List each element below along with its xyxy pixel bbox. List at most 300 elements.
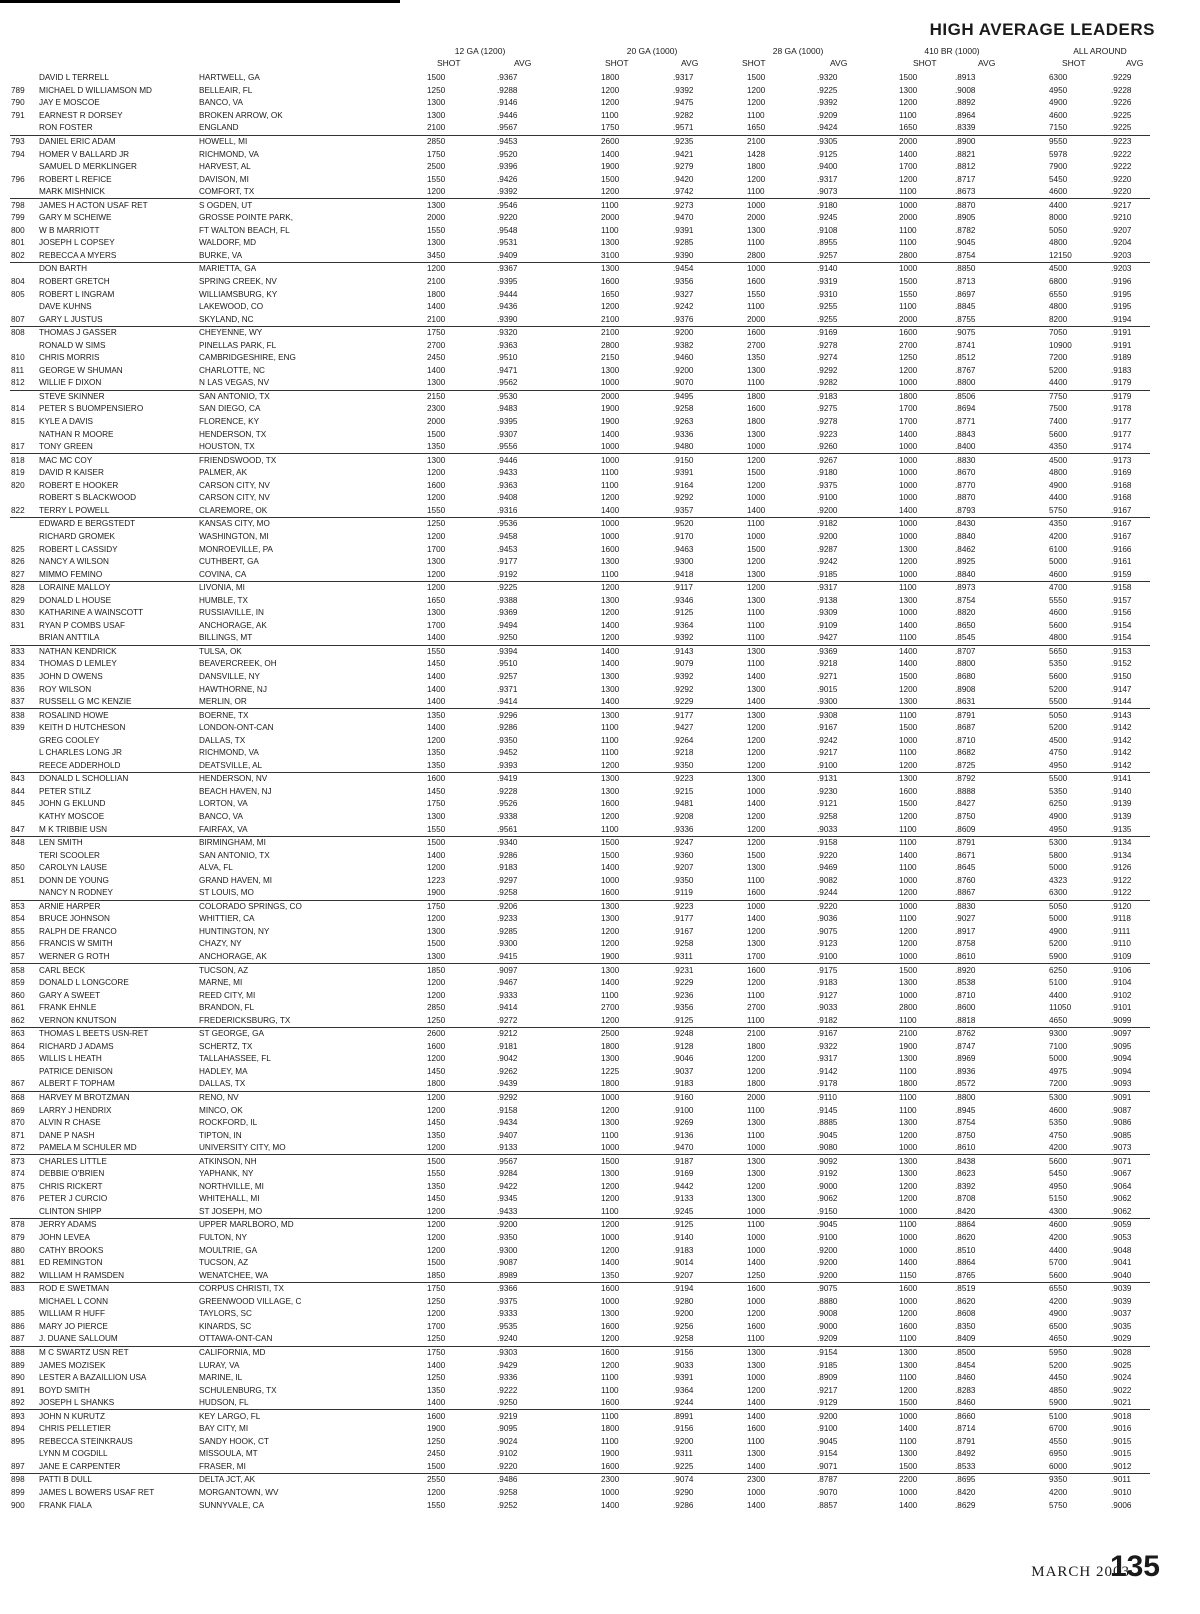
cell-all-avg: .9094 bbox=[1111, 1066, 1132, 1076]
cell-20ga-shot: 1300 bbox=[601, 365, 620, 375]
cell-20ga-avg: .9264 bbox=[673, 735, 694, 745]
cell-28ga-shot: 2000 bbox=[746, 1091, 816, 1104]
cell-12ga-avg: .9183 bbox=[497, 863, 518, 873]
cell-name: EDWARD E BERGSTEDT bbox=[38, 518, 198, 531]
cell-city: BIRMINGHAM, MI bbox=[198, 836, 426, 849]
cell-20ga-avg: .9391 bbox=[673, 1373, 694, 1383]
cell-28ga-avg: .9045 bbox=[817, 1436, 838, 1446]
cell-all-shot: 6100 bbox=[1049, 544, 1068, 554]
cell-city: HARVEST, AL bbox=[199, 162, 251, 172]
cell-all-shot: 4200 bbox=[1049, 531, 1068, 541]
cell-12ga-avg: .9258 bbox=[497, 888, 518, 898]
cell-410-avg: .8687 bbox=[955, 723, 976, 733]
cell-410-avg: .8673 bbox=[955, 187, 976, 197]
cell-28ga-avg: .9287 bbox=[817, 544, 838, 554]
cell-12ga-shot: 1300 bbox=[427, 811, 446, 821]
table-row bbox=[10, 849, 1150, 862]
cell-city: LORTON, VA bbox=[199, 799, 248, 809]
cell-city: MARIETTA, GA bbox=[198, 263, 426, 276]
cell-28ga-shot: 1100 bbox=[746, 518, 816, 531]
cell-28ga-shot: 1800 bbox=[747, 1079, 766, 1089]
cell-28ga-avg: .9123 bbox=[817, 939, 838, 949]
cell-410-avg: .8762 bbox=[954, 1028, 1048, 1041]
cell-name: MARK MISHNICK bbox=[39, 187, 105, 197]
cell-28ga-shot: 1200 bbox=[747, 1066, 766, 1076]
cell-rank: 804 bbox=[11, 277, 25, 287]
cell-410-avg: .8905 bbox=[955, 213, 976, 223]
cell-12ga-shot: 1200 bbox=[427, 1054, 446, 1064]
cell-20ga-shot: 1500 bbox=[600, 1155, 672, 1168]
cell-28ga-shot: 1300 bbox=[747, 569, 766, 579]
table-row bbox=[10, 1308, 1150, 1321]
cell-28ga-avg: .9158 bbox=[816, 836, 898, 849]
table-row bbox=[10, 938, 1150, 951]
cell-20ga-avg: .9391 bbox=[673, 468, 694, 478]
cell-410-shot: 1300 bbox=[898, 773, 954, 786]
table-row bbox=[10, 1066, 1150, 1079]
cell-20ga-avg: .9133 bbox=[673, 1194, 694, 1204]
cell-28ga-avg: .9322 bbox=[817, 1041, 838, 1051]
cell-all-shot: 4950 bbox=[1049, 824, 1068, 834]
cell-410-shot: 1000 bbox=[898, 199, 954, 212]
table-row bbox=[10, 403, 1150, 416]
cell-28ga-avg: .8909 bbox=[817, 1373, 838, 1383]
cell-12ga-avg: .9296 bbox=[496, 709, 600, 722]
cell-12ga-shot: 1300 bbox=[427, 378, 446, 388]
cell-city: TIPTON, IN bbox=[199, 1130, 242, 1140]
cell-20ga-shot: 2600 bbox=[600, 135, 672, 148]
cell-28ga-avg: .9260 bbox=[817, 442, 838, 452]
cell-20ga-shot: 1800 bbox=[601, 1079, 620, 1089]
cell-all-shot: 6700 bbox=[1049, 1424, 1068, 1434]
cell-all-avg: .9048 bbox=[1111, 1245, 1132, 1255]
cell-name: PAMELA M SCHULER MD bbox=[39, 1143, 137, 1153]
cell-rank bbox=[10, 734, 38, 747]
cell-12ga-shot: 1750 bbox=[426, 326, 496, 339]
cell-rank: 851 bbox=[11, 875, 25, 885]
cell-name: PATRICE DENISON bbox=[39, 1066, 113, 1076]
cell-12ga-shot: 1250 bbox=[427, 85, 446, 95]
cell-12ga-shot: 2500 bbox=[427, 162, 446, 172]
cell-410-shot: 1100 bbox=[899, 302, 917, 312]
cell-410-shot: 1400 bbox=[899, 620, 918, 630]
cell-12ga-avg: .9133 bbox=[497, 1143, 518, 1153]
cell-410-avg: .8714 bbox=[955, 1424, 976, 1434]
cell-all-shot: 4800 bbox=[1049, 302, 1068, 312]
cell-410-avg: .8782 bbox=[955, 225, 976, 235]
cell-name: CHARLES LITTLE bbox=[38, 1155, 198, 1168]
cell-all-shot: 5000 bbox=[1049, 1054, 1068, 1064]
cell-all-avg: .9166 bbox=[1111, 544, 1132, 554]
cell-28ga-avg: .9278 bbox=[817, 417, 838, 427]
cell-410-avg: .8750 bbox=[955, 811, 976, 821]
cell-28ga-avg: .9278 bbox=[817, 340, 838, 350]
cell-410-shot: 1900 bbox=[899, 1041, 918, 1051]
cell-28ga-shot: 1800 bbox=[747, 1041, 766, 1051]
table-row bbox=[10, 173, 1150, 186]
cell-410-avg: .8438 bbox=[954, 1155, 1048, 1168]
cell-410-shot: 1500 bbox=[899, 671, 918, 681]
cell-12ga-shot: 1600 bbox=[427, 480, 446, 490]
cell-410-avg: .9045 bbox=[955, 238, 976, 248]
cell-12ga-avg: .9453 bbox=[497, 544, 518, 554]
cell-12ga-shot: 1550 bbox=[427, 174, 446, 184]
cell-20ga-shot: 1900 bbox=[601, 404, 620, 414]
cell-12ga-shot: 1200 bbox=[427, 1143, 446, 1153]
cell-28ga-avg: .8787 bbox=[816, 1474, 898, 1487]
cell-12ga-avg: .9350 bbox=[497, 1233, 518, 1243]
cell-12ga-shot: 3450 bbox=[427, 250, 446, 260]
cell-410-shot: 1400 bbox=[899, 850, 918, 860]
cell-20ga-avg: .9156 bbox=[672, 1346, 746, 1359]
cell-all-shot: 4400 bbox=[1049, 1245, 1068, 1255]
cell-12ga-avg: .9158 bbox=[497, 1105, 518, 1115]
cell-28ga-shot: 1400 bbox=[747, 1258, 766, 1268]
cell-city: ALVA, FL bbox=[199, 863, 233, 873]
cell-all-avg: .9195 bbox=[1111, 302, 1132, 312]
cell-12ga-avg: .9408 bbox=[497, 493, 518, 503]
cell-410-shot: 1300 bbox=[899, 1449, 918, 1459]
cell-12ga-shot: 1400 bbox=[427, 723, 446, 733]
cell-28ga-shot: 1000 bbox=[747, 786, 766, 796]
cell-city: SUNNYVALE, CA bbox=[199, 1500, 264, 1510]
cell-12ga-shot: 2000 bbox=[427, 213, 446, 223]
cell-rank: 867 bbox=[11, 1079, 25, 1089]
cell-12ga-avg: .9220 bbox=[497, 1461, 518, 1471]
cell-12ga-avg: .9300 bbox=[497, 1245, 518, 1255]
cell-12ga-shot: 1200 bbox=[427, 863, 446, 873]
table-row bbox=[10, 339, 1150, 352]
table-row bbox=[10, 531, 1150, 544]
cell-city: OTTAWA-ONT-CAN bbox=[199, 1334, 273, 1344]
cell-all-avg: .9139 bbox=[1111, 811, 1132, 821]
cell-rank: 831 bbox=[11, 620, 25, 630]
cell-12ga-avg: .9531 bbox=[497, 238, 518, 248]
cell-12ga-avg: .9286 bbox=[497, 723, 518, 733]
cell-all-shot: 4700 bbox=[1048, 581, 1110, 594]
cell-rank: 835 bbox=[11, 671, 25, 681]
cell-28ga-shot: 1400 bbox=[747, 914, 766, 924]
cell-410-avg: .8791 bbox=[955, 1436, 976, 1446]
cell-410-shot: 1200 bbox=[899, 1194, 918, 1204]
cell-all-shot: 5200 bbox=[1049, 723, 1068, 733]
cell-28ga-avg: .8885 bbox=[817, 1118, 838, 1128]
cell-20ga-avg: .9292 bbox=[673, 684, 694, 694]
cell-20ga-shot: 1400 bbox=[601, 659, 620, 669]
cell-rank: 814 bbox=[11, 404, 25, 414]
cell-20ga-avg: .9244 bbox=[673, 1398, 694, 1408]
cell-28ga-avg: .9218 bbox=[817, 659, 838, 669]
cell-410-avg: .8750 bbox=[955, 1130, 976, 1140]
cell-all-avg: .9222 bbox=[1111, 162, 1132, 172]
cell-28ga-avg: .9255 bbox=[817, 314, 838, 324]
cell-12ga-avg: .9415 bbox=[497, 952, 518, 961]
cell-12ga-shot: 1200 bbox=[427, 493, 446, 503]
cell-28ga-shot: 1000 bbox=[747, 1206, 766, 1216]
cell-all-avg: .9174 bbox=[1111, 442, 1132, 452]
cell-410-shot: 1200 bbox=[899, 939, 918, 949]
cell-rank: 878 bbox=[10, 1219, 38, 1232]
cell-all-shot: 4750 bbox=[1049, 748, 1068, 758]
cell-20ga-avg: .9571 bbox=[673, 123, 694, 133]
cell-name: LORAINE MALLOY bbox=[38, 581, 198, 594]
cell-410-avg: .8392 bbox=[955, 1181, 976, 1191]
cell-410-shot: 1400 bbox=[899, 429, 918, 439]
cell-name: JERRY ADAMS bbox=[38, 1219, 198, 1232]
cell-city: HUNTINGTON, NY bbox=[199, 926, 270, 936]
cell-20ga-avg: .9156 bbox=[673, 1424, 694, 1434]
leaders-table-body bbox=[10, 72, 1150, 1512]
cell-12ga-avg: .9192 bbox=[497, 569, 518, 579]
cell-28ga-shot: 1100 bbox=[747, 875, 765, 885]
cell-name: KYLE A DAVIS bbox=[39, 417, 94, 427]
cell-all-avg: .9158 bbox=[1110, 581, 1150, 594]
cell-12ga-avg: .9395 bbox=[497, 417, 518, 427]
cell-rank bbox=[10, 1206, 38, 1219]
cell-410-shot: 1000 bbox=[898, 900, 954, 913]
table-row bbox=[10, 913, 1150, 926]
table-row bbox=[10, 1104, 1150, 1117]
cell-all-avg: .9220 bbox=[1111, 174, 1132, 184]
cell-20ga-avg: .9391 bbox=[673, 225, 694, 235]
table-row bbox=[10, 352, 1150, 365]
cell-12ga-avg: .9434 bbox=[497, 1118, 518, 1128]
cell-name: THOMAS L BEETS USN-RET bbox=[38, 1028, 198, 1041]
cell-410-shot: 1200 bbox=[899, 811, 918, 821]
cell-12ga-avg: .9367 bbox=[496, 263, 600, 276]
cell-12ga-avg: .9292 bbox=[496, 1091, 600, 1104]
cell-20ga-avg: .9364 bbox=[673, 620, 694, 630]
cell-410-shot: 1600 bbox=[898, 1282, 954, 1295]
cell-city: WENATCHEE, WA bbox=[199, 1270, 269, 1280]
cell-city: TALLAHASSEE, FL bbox=[199, 1054, 271, 1064]
cell-20ga-avg: .9273 bbox=[672, 199, 746, 212]
cell-all-avg: .9110 bbox=[1111, 939, 1131, 949]
cell-name: PETER STILZ bbox=[39, 786, 91, 796]
cell-12ga-avg: .9307 bbox=[497, 429, 518, 439]
cell-410-shot: 1300 bbox=[898, 1155, 954, 1168]
cell-28ga-shot: 1100 bbox=[747, 1436, 765, 1446]
cell-name: JOHN LEVEA bbox=[39, 1233, 90, 1243]
cell-20ga-avg: .9317 bbox=[673, 73, 694, 83]
cell-name: NATHAN R MOORE bbox=[39, 429, 114, 439]
cell-12ga-avg: .9225 bbox=[496, 581, 600, 594]
table-row bbox=[10, 1269, 1150, 1282]
cell-12ga-avg: .9458 bbox=[497, 531, 518, 541]
cell-28ga-shot: 1600 bbox=[747, 404, 766, 414]
cell-20ga-avg: .9282 bbox=[673, 110, 694, 120]
cell-city: COVINA, CA bbox=[199, 569, 247, 579]
cell-all-avg: .9142 bbox=[1111, 735, 1132, 745]
cell-city: BEAVERCREEK, OH bbox=[199, 659, 277, 669]
cell-28ga-avg: .9183 bbox=[817, 978, 838, 988]
cell-all-avg: .9204 bbox=[1111, 238, 1132, 248]
cell-all-avg: .9142 bbox=[1111, 723, 1132, 733]
cell-12ga-avg: .9452 bbox=[497, 748, 518, 758]
cell-city: GROSSE POINTE PARK, bbox=[199, 213, 294, 223]
cell-20ga-shot: 1300 bbox=[601, 684, 620, 694]
cell-410-shot: 1000 bbox=[899, 480, 918, 490]
cell-name: PATTI B DULL bbox=[38, 1474, 198, 1487]
cell-28ga-avg: .9223 bbox=[817, 429, 838, 439]
cell-28ga-avg: .9200 bbox=[817, 505, 838, 515]
cell-20ga-shot: 1000 bbox=[601, 442, 620, 452]
cell-28ga-shot: 1200 bbox=[747, 1385, 766, 1395]
cell-20ga-shot: 1100 bbox=[601, 110, 619, 120]
table-row bbox=[10, 874, 1150, 887]
cell-410-shot: 1800 bbox=[899, 1079, 918, 1089]
cell-all-shot: 8200 bbox=[1049, 314, 1068, 324]
cell-all-shot: 4500 bbox=[1048, 454, 1110, 467]
page-title: HIGH AVERAGE LEADERS bbox=[929, 20, 1155, 39]
cell-410-shot: 1100 bbox=[899, 824, 917, 834]
cell-410-shot: 1300 bbox=[899, 697, 918, 707]
cell-28ga-shot: 1200 bbox=[747, 1309, 766, 1319]
cell-410-avg: .8400 bbox=[955, 442, 976, 452]
cell-city: WASHINGTON, MI bbox=[199, 531, 269, 541]
cell-city: KEY LARGO, FL bbox=[198, 1410, 426, 1423]
cell-20ga-avg: .9360 bbox=[673, 850, 694, 860]
cell-rank: 861 bbox=[11, 1003, 25, 1013]
cell-20ga-shot: 1800 bbox=[601, 73, 620, 83]
cell-12ga-avg: .9212 bbox=[496, 1028, 600, 1041]
cell-name: GREG COOLEY bbox=[39, 735, 100, 745]
cell-city: GRAND HAVEN, MI bbox=[199, 875, 273, 885]
cell-rank: 815 bbox=[11, 417, 25, 427]
cell-28ga-avg: .9220 bbox=[816, 900, 898, 913]
cell-12ga-shot: 2100 bbox=[427, 314, 446, 324]
cell-all-avg: .9040 bbox=[1111, 1270, 1132, 1280]
cell-rank: 870 bbox=[11, 1118, 25, 1128]
cell-20ga-shot: 1200 bbox=[601, 608, 620, 618]
cell-all-avg: .9152 bbox=[1111, 659, 1132, 669]
cell-12ga-avg: .9556 bbox=[497, 442, 518, 452]
cell-12ga-avg: .9024 bbox=[497, 1436, 518, 1446]
cell-28ga-shot: 1200 bbox=[747, 748, 766, 758]
cell-410-shot: 1400 bbox=[899, 659, 918, 669]
table-row bbox=[10, 148, 1150, 161]
cell-rank: 857 bbox=[11, 952, 25, 961]
table-row bbox=[10, 632, 1150, 645]
cell-12ga-avg: .9530 bbox=[496, 390, 600, 403]
cell-all-shot: 5300 bbox=[1048, 1091, 1110, 1104]
cell-20ga-shot: 1100 bbox=[601, 723, 619, 733]
cell-28ga-shot: 1200 bbox=[747, 824, 766, 834]
cell-20ga-shot: 1000 bbox=[601, 1487, 620, 1497]
cell-20ga-shot: 1225 bbox=[601, 1066, 620, 1076]
cell-city: HADLEY, MA bbox=[199, 1066, 248, 1076]
cell-all-shot: 5600 bbox=[1048, 1155, 1110, 1168]
cell-name: PETER S BUOMPENSIERO bbox=[39, 404, 144, 414]
cell-name: SAMUEL D MERKLINGER bbox=[39, 162, 137, 172]
cell-410-shot: 1000 bbox=[899, 1143, 918, 1153]
cell-20ga-avg: .9140 bbox=[673, 1233, 694, 1243]
cell-410-avg: .8818 bbox=[955, 1015, 976, 1025]
table-row bbox=[10, 811, 1150, 824]
cell-28ga-avg: .9180 bbox=[816, 199, 898, 212]
cell-410-avg: .8631 bbox=[955, 697, 976, 707]
cell-city: SCHULENBURG, TX bbox=[199, 1385, 277, 1395]
table-row bbox=[10, 1333, 1150, 1346]
cell-12ga-shot: 2550 bbox=[426, 1474, 496, 1487]
cell-city: BANCO, VA bbox=[199, 811, 243, 821]
cell-name: KATHY MOSCOE bbox=[39, 811, 105, 821]
cell-410-avg: .8760 bbox=[955, 875, 976, 885]
cell-12ga-avg: .9333 bbox=[497, 990, 518, 1000]
cell-28ga-shot: 1400 bbox=[746, 1410, 816, 1423]
cell-rank: 874 bbox=[11, 1169, 25, 1179]
cell-rank: 829 bbox=[11, 595, 25, 605]
cell-410-avg: .8708 bbox=[955, 1194, 976, 1204]
cell-12ga-shot: 2100 bbox=[427, 123, 446, 133]
cell-12ga-avg: .9446 bbox=[497, 110, 518, 120]
cell-rank: 796 bbox=[11, 174, 25, 184]
cell-12ga-shot: 1300 bbox=[427, 98, 446, 108]
cell-28ga-shot: 2100 bbox=[746, 135, 816, 148]
cell-rank: 819 bbox=[11, 468, 25, 478]
cell-28ga-shot: 1200 bbox=[747, 1054, 766, 1064]
cell-28ga-avg: .9121 bbox=[817, 799, 838, 809]
cell-410-shot: 1300 bbox=[899, 1169, 918, 1179]
cell-rank: 822 bbox=[11, 505, 25, 515]
cell-all-shot: 5100 bbox=[1048, 1410, 1110, 1423]
cell-rank: 789 bbox=[11, 85, 25, 95]
cell-city: TAYLORS, SC bbox=[199, 1309, 252, 1319]
cell-city: RICHMOND, VA bbox=[199, 748, 259, 758]
cell-rank: 895 bbox=[11, 1436, 25, 1446]
cell-28ga-avg: .9071 bbox=[817, 1461, 838, 1471]
cell-28ga-shot: 1400 bbox=[747, 1398, 766, 1408]
cell-410-shot: 1200 bbox=[899, 888, 918, 898]
cell-city: CORPUS CHRISTI, TX bbox=[198, 1282, 426, 1295]
cell-28ga-shot: 1300 bbox=[747, 1360, 766, 1370]
cell-rank: 892 bbox=[11, 1398, 25, 1408]
cell-12ga-shot: 1800 bbox=[427, 1079, 446, 1089]
cell-city: HENDERSON, TX bbox=[199, 429, 267, 439]
cell-city: COMFORT, TX bbox=[199, 187, 255, 197]
cell-city: ANCHORAGE, AK bbox=[199, 620, 267, 630]
cell-12ga-avg: .9097 bbox=[496, 964, 600, 977]
cell-20ga-shot: 1300 bbox=[601, 1118, 620, 1128]
cell-28ga-avg: .9257 bbox=[817, 250, 838, 260]
cell-12ga-shot: 1450 bbox=[427, 1194, 446, 1204]
cell-410-shot: 1200 bbox=[899, 98, 918, 108]
cell-28ga-shot: 1800 bbox=[746, 390, 816, 403]
cell-all-shot: 6300 bbox=[1049, 888, 1068, 898]
cell-410-avg: .8710 bbox=[955, 990, 976, 1000]
cell-410-shot: 1300 bbox=[899, 595, 918, 605]
cell-rank bbox=[10, 518, 38, 531]
cell-rank: 887 bbox=[11, 1334, 25, 1344]
cell-20ga-shot: 1000 bbox=[601, 1143, 620, 1153]
cell-20ga-shot: 1400 bbox=[601, 620, 620, 630]
cell-city: MARNE, MI bbox=[199, 978, 243, 988]
cell-410-avg: .8973 bbox=[954, 581, 1048, 594]
cell-rank bbox=[10, 339, 38, 352]
cell-all-shot: 4600 bbox=[1049, 608, 1068, 618]
cell-all-shot: 4500 bbox=[1048, 263, 1110, 276]
cell-20ga-shot: 1100 bbox=[601, 735, 619, 745]
cell-410-shot: 1000 bbox=[898, 263, 954, 276]
cell-20ga-avg: .9100 bbox=[673, 1105, 694, 1115]
cell-name: DONALD L SCHOLLIAN bbox=[38, 773, 198, 786]
cell-410-shot: 1100 bbox=[899, 187, 917, 197]
sub-header-avg: AVG bbox=[830, 58, 848, 68]
cell-20ga-shot: 1300 bbox=[600, 263, 672, 276]
cell-12ga-avg: .9262 bbox=[497, 1066, 518, 1076]
cell-410-avg: .8945 bbox=[955, 1105, 976, 1115]
cell-city: DALLAS, TX bbox=[199, 1079, 246, 1089]
